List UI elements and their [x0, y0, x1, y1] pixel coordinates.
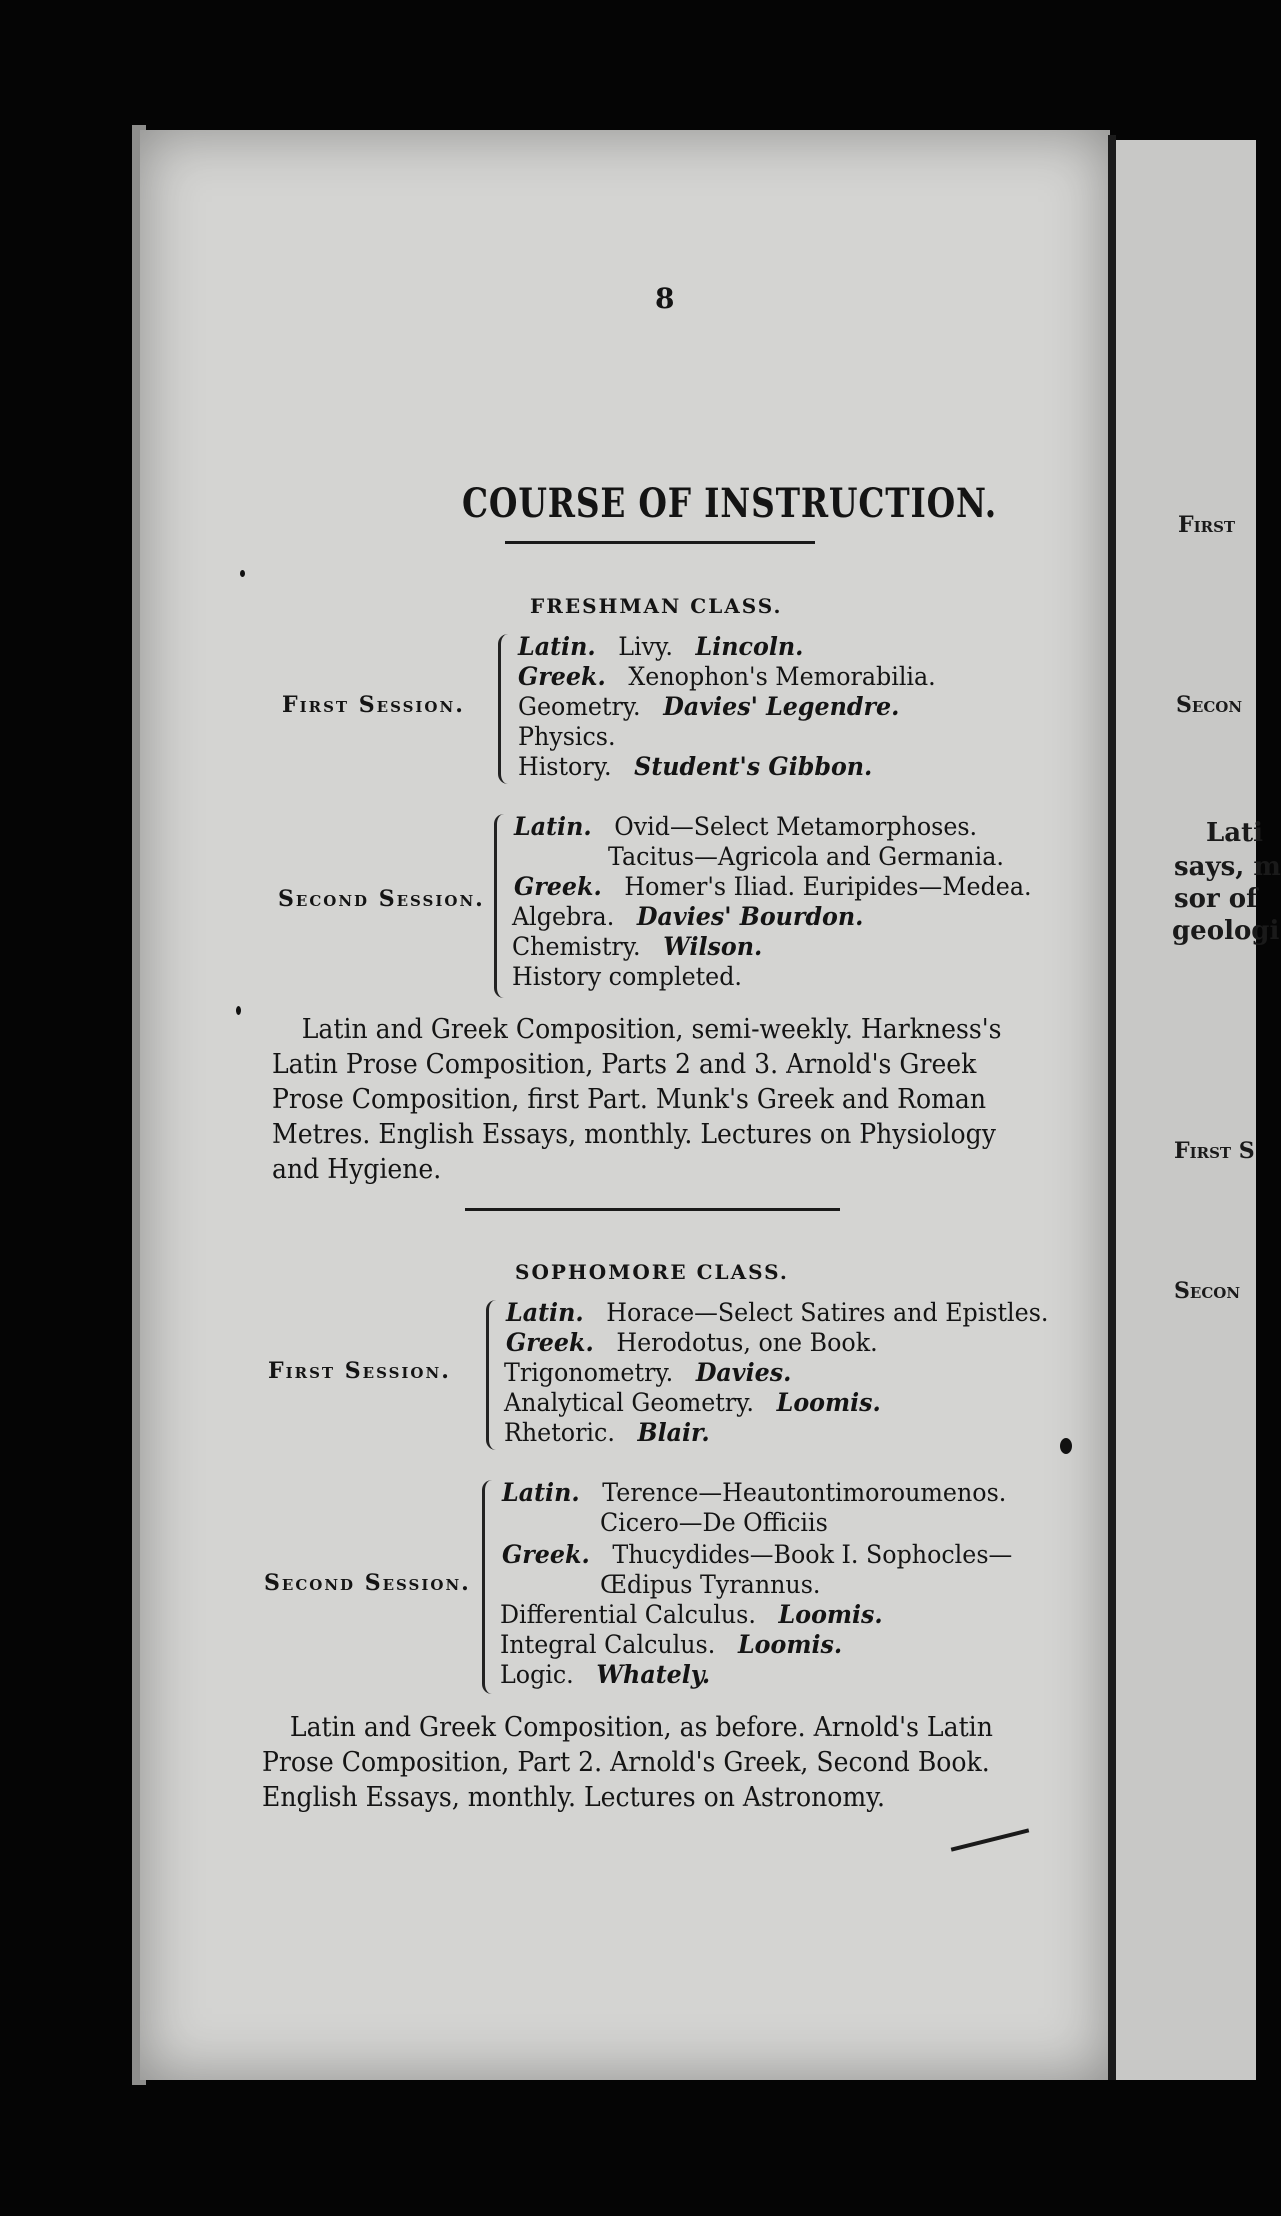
- freshman-first-session-brace: [498, 634, 511, 784]
- book-gutter: [1108, 135, 1116, 2080]
- ink-speck: [240, 570, 245, 577]
- course-line: Rhetoric. Blair.: [504, 1418, 710, 1447]
- course-line: Greek. Herodotus, one Book.: [506, 1328, 878, 1357]
- ink-speck: [236, 1006, 241, 1015]
- facing-page: [1116, 140, 1281, 2080]
- course-line: Latin. Horace—Select Satires and Epistles.: [506, 1298, 1049, 1327]
- course-line: Chemistry. Wilson.: [512, 932, 763, 961]
- course-line: Logic. Whately.: [500, 1660, 711, 1689]
- freshman-second-session-brace: [494, 814, 507, 998]
- course-line: Analytical Geometry. Loomis.: [504, 1388, 881, 1417]
- sophomore-first-session-brace: [486, 1300, 499, 1450]
- course-line: Œdipus Tyrannus.: [600, 1570, 821, 1599]
- facing-page-fragment: Secon: [1176, 692, 1243, 718]
- sophomore-class-heading: SOPHOMORE CLASS.: [515, 1260, 789, 1284]
- course-line: Greek. Homer's Iliad. Euripides—Medea.: [514, 872, 1032, 901]
- freshman-composition-paragraph: Latin and Greek Composition, semi-weekly. Harkness's Latin Prose Composition, Parts 2 and 3. Arnold's Greek Prose Composition, first Part. Munk's Greek and Roman Metres. English Essays, monthly. Lectures on Physiology and Hygiene.: [272, 1014, 1002, 1185]
- sophomore-second-session-label: Second Session.: [264, 1570, 471, 1596]
- course-line: Differential Calculus. Loomis.: [500, 1600, 883, 1629]
- facing-page-fragment: First S: [1174, 1138, 1255, 1164]
- course-line: Physics.: [518, 722, 616, 751]
- freshman-first-session-label: First Session.: [282, 692, 465, 718]
- course-line: Latin. Livy. Lincoln.: [518, 632, 804, 661]
- course-line: Latin. Ovid—Select Metamorphoses.: [514, 812, 978, 841]
- sophomore-composition-paragraph: Latin and Greek Composition, as before. Arnold's Latin Prose Composition, Part 2. Arnold's Greek, Second Book. English Essays, monthly. Lectures on Astronomy.: [262, 1712, 993, 1813]
- page-title: COURSE OF INSTRUCTION.: [462, 480, 997, 527]
- facing-page-fragment: First: [1178, 512, 1236, 538]
- facing-page-fragment: sor of: [1174, 884, 1258, 914]
- sophomore-second-session-brace: [482, 1480, 495, 1694]
- course-line: Cicero—De Officiis: [600, 1508, 828, 1537]
- freshman-class-heading: FRESHMAN CLASS.: [530, 594, 783, 618]
- facing-page-fragment: geologi: [1172, 916, 1280, 946]
- sophomore-first-session-label: First Session.: [268, 1358, 451, 1384]
- course-line: Trigonometry. Davies.: [504, 1358, 792, 1387]
- ink-speck: [1060, 1438, 1072, 1454]
- section-rule: [465, 1208, 840, 1211]
- facing-page-fragment: Secon: [1174, 1278, 1241, 1304]
- course-line: Geometry. Davies' Legendre.: [518, 692, 900, 721]
- course-line: Greek. Thucydides—Book I. Sophocles—: [502, 1540, 1013, 1569]
- course-line: History. Student's Gibbon.: [518, 752, 873, 781]
- freshman-second-session-label: Second Session.: [278, 886, 485, 912]
- course-line: History completed.: [512, 962, 742, 991]
- course-line: Integral Calculus. Loomis.: [500, 1630, 843, 1659]
- title-rule: [505, 541, 815, 544]
- course-line: Latin. Terence—Heautontimoroumenos.: [502, 1478, 1007, 1507]
- course-line: Tacitus—Agricola and Germania.: [608, 842, 1004, 871]
- facing-page-fragment: Lati: [1206, 818, 1264, 848]
- page-number: 8: [655, 282, 675, 315]
- course-line: Greek. Xenophon's Memorabilia.: [518, 662, 936, 691]
- course-line: Algebra. Davies' Bourdon.: [512, 902, 864, 931]
- facing-page-fragment: says, m: [1174, 852, 1281, 882]
